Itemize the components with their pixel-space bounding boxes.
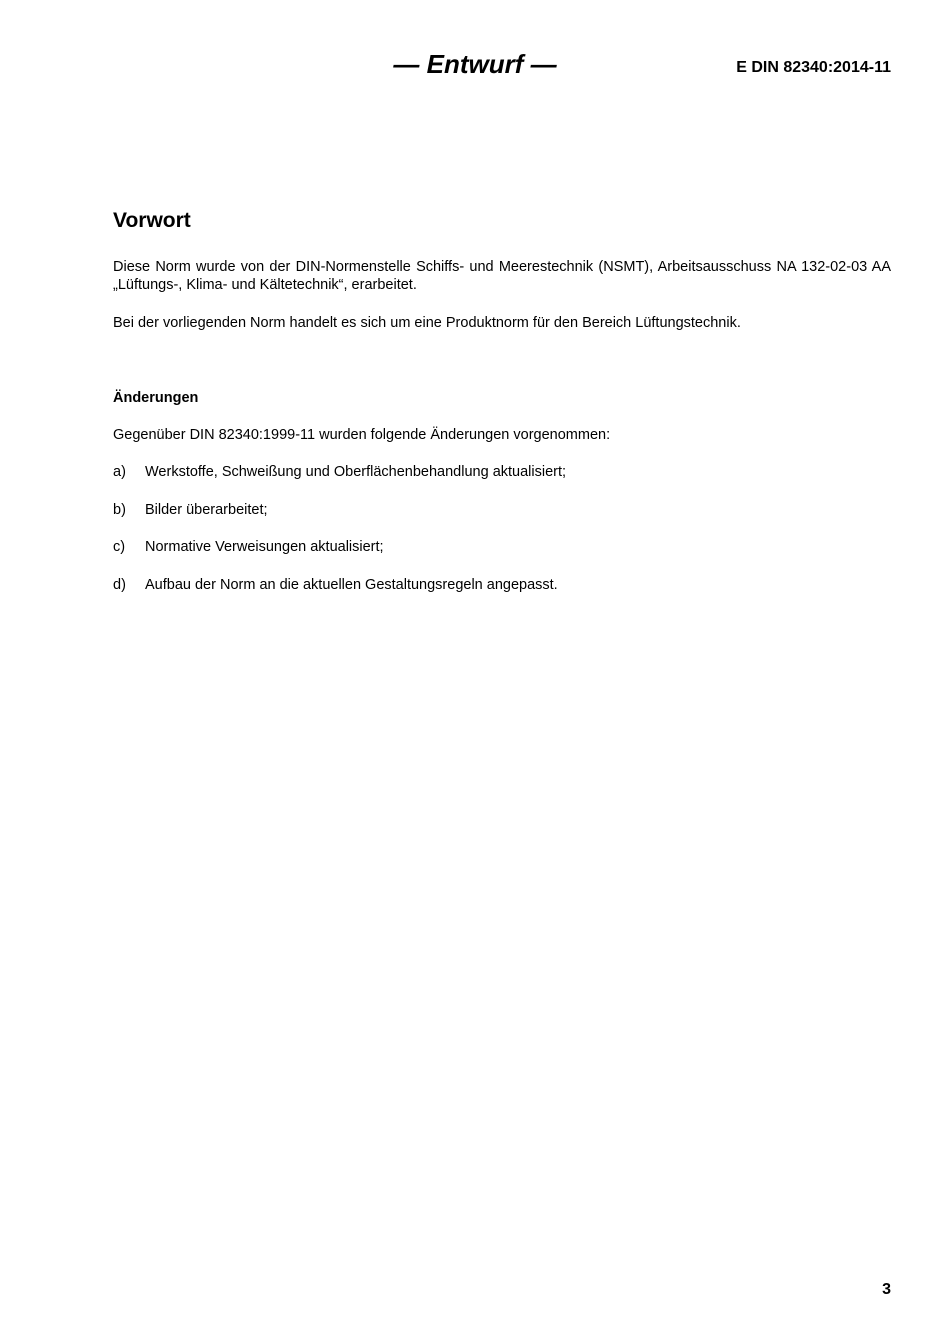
- changes-list: [113, 463, 891, 613]
- list-marker: c): [113, 539, 126, 555]
- draft-label: — Entwurf —: [393, 49, 557, 79]
- list-marker: b): [113, 501, 126, 518]
- list-text: Werkstoffe, Schweißung und Oberflächenbehandlung aktualisiert;: [145, 464, 567, 480]
- list-item: [113, 538, 891, 576]
- list-item: [113, 463, 891, 501]
- section-title-vorwort: Vorwort: [113, 209, 191, 232]
- paragraph-product-norm: Bei der vorliegenden Norm handelt es sich um eine Produktnorm für den Bereich Lüftungstechnik.: [113, 315, 741, 331]
- changes-intro: Gegenüber DIN 82340:1999-11 wurden folgende Änderungen vorgenommen:: [113, 427, 611, 443]
- list-marker: a): [113, 464, 126, 480]
- list-text: Aufbau der Norm an die aktuellen Gestaltungsregeln angepasst.: [145, 576, 558, 593]
- page-number: 3: [882, 1281, 891, 1298]
- list-text: Normative Verweisungen aktualisiert;: [145, 539, 384, 555]
- section-title-aenderungen: Änderungen: [113, 390, 199, 406]
- list-marker: d): [113, 576, 126, 593]
- document-number: E DIN 82340:2014-11: [736, 59, 891, 76]
- list-item: [113, 576, 891, 614]
- list-item: [113, 501, 891, 539]
- list-text: Bilder überarbeitet;: [145, 501, 268, 518]
- paragraph-committee: Diese Norm wurde von der DIN-Normenstelle Schiffs- und Meerestechnik (NSMT), Arbeitsausschuss NA 132-02-03 AA „Lüftungs-, Klima- und Kältetechnik“, erarbeitet.: [113, 259, 891, 293]
